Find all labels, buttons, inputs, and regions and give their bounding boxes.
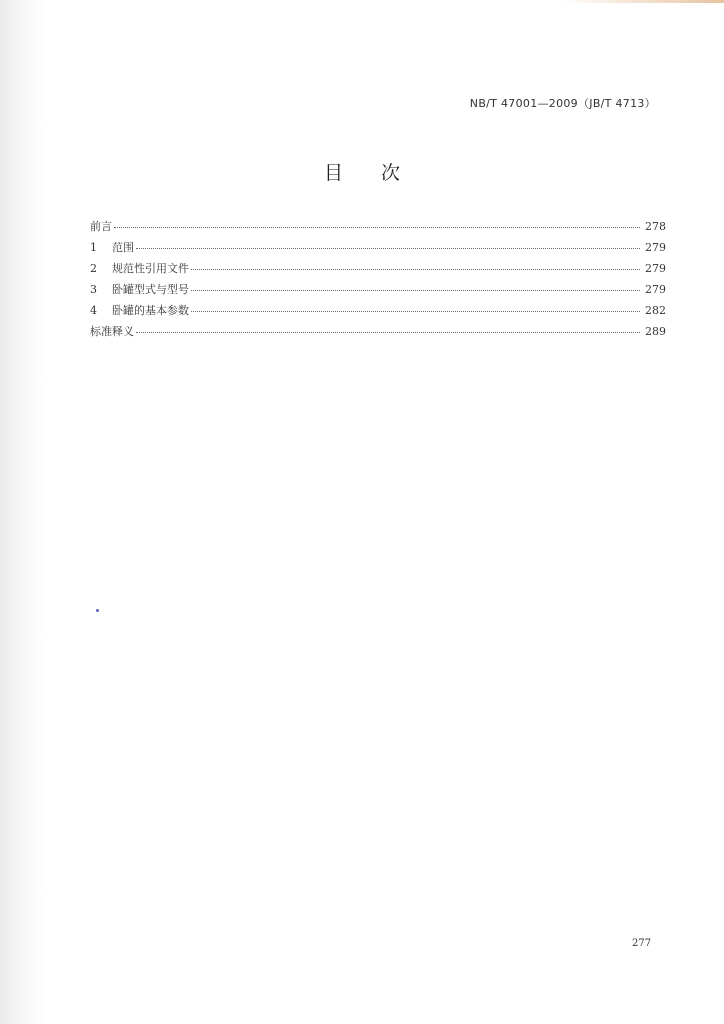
page-number: 277 bbox=[632, 938, 652, 949]
toc-entry-label: 规范性引用文件 bbox=[112, 262, 189, 275]
toc-title-part1: 目 bbox=[323, 162, 343, 184]
toc-entry-scope[interactable] bbox=[90, 239, 666, 260]
toc-leader-dots bbox=[191, 290, 640, 291]
scan-edge-smudge bbox=[560, 0, 724, 3]
toc-entry-page: 279 bbox=[645, 241, 666, 254]
toc-leader-dots bbox=[136, 248, 640, 249]
toc-entry-number: 4 bbox=[90, 304, 97, 317]
toc-entry-page: 278 bbox=[645, 220, 666, 233]
toc-entry-label: 范围 bbox=[112, 241, 134, 254]
toc-leader-dots bbox=[136, 332, 640, 333]
toc-entry-tank-types[interactable] bbox=[90, 281, 666, 302]
toc-entry-foreword[interactable] bbox=[90, 218, 666, 239]
toc-entry-number: 2 bbox=[90, 262, 97, 275]
toc-entry-label: 标准释义 bbox=[90, 325, 134, 338]
toc-entry-page: 282 bbox=[645, 304, 666, 317]
toc-leader-dots bbox=[191, 311, 640, 312]
toc-entry-page: 279 bbox=[645, 262, 666, 275]
toc-entry-interpretation[interactable] bbox=[90, 323, 666, 344]
toc-entry-page: 279 bbox=[645, 283, 666, 296]
toc-entry-basic-parameters[interactable] bbox=[90, 302, 666, 323]
toc-entry-normative-references[interactable] bbox=[90, 260, 666, 281]
standard-code-header: NB/T 47001—2009（JB/T 4713） bbox=[469, 97, 656, 110]
toc-entry-page: 289 bbox=[645, 325, 666, 338]
toc-leader-dots bbox=[114, 227, 640, 228]
toc-leader-dots bbox=[191, 269, 640, 270]
toc-title bbox=[0, 158, 724, 185]
table-of-contents bbox=[90, 218, 666, 344]
scan-edge-shadow bbox=[0, 0, 48, 1024]
toc-entry-label: 卧罐型式与型号 bbox=[112, 283, 189, 296]
toc-entry-label: 卧罐的基本参数 bbox=[112, 304, 189, 317]
toc-entry-number: 3 bbox=[90, 283, 97, 296]
scan-speck bbox=[96, 609, 99, 612]
toc-entry-number: 1 bbox=[90, 241, 97, 254]
toc-title-part2: 次 bbox=[381, 162, 401, 184]
toc-entry-label: 前言 bbox=[90, 220, 112, 233]
